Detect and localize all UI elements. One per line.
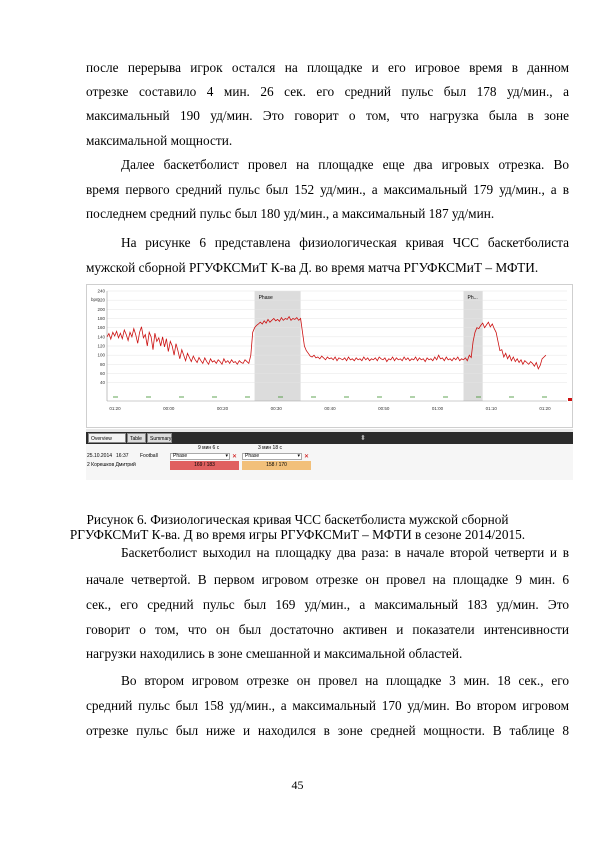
y-tick-label: 60 (99, 371, 105, 376)
figure-caption: РГУФКСМиТ К-ва. Д во время игры РГУФКСМиТ – МФТИ в сезоне 2014/2015. (69, 527, 526, 542)
text-line: нагрузки находились в зоне смешанной и максимальной областей. (86, 646, 463, 661)
duration-label-1: 9 мин 6 с (198, 445, 220, 451)
heart-rate-chart (86, 284, 573, 428)
y-tick-label: 80 (99, 361, 105, 367)
text-line: время первого средний пульс был 152 уд/мин., а максимальный 179 уд/мин., а в (86, 182, 569, 197)
text-line: На рисунке 6 представлена физиологическая кривая ЧСС баскетболиста (121, 235, 569, 250)
y-axis-unit: bpm (91, 297, 100, 302)
phase-label: Phase (258, 295, 273, 301)
chevron-down-icon: ▾ (225, 453, 228, 459)
text-line: Во втором игровом отрезке он провел на площадке 3 мин. 18 сек., его (121, 673, 569, 688)
x-tick-label: 01:20 (539, 406, 551, 411)
phase-label: Ph... (467, 295, 478, 301)
heart-rate-figure (86, 284, 573, 480)
x-tick-label: 01:10 (485, 406, 497, 411)
segment-1-hr-value: 169 / 183 (170, 461, 239, 470)
phase-select-1[interactable] (170, 453, 230, 460)
x-tick-label: 00:20 (216, 406, 229, 411)
x-tick-label: 00:00 (163, 406, 175, 411)
x-tick-label: 00:40 (324, 406, 336, 411)
phase-select-2-value: Phase (245, 453, 260, 459)
text-line: начале четвертой. В первом игровом отрезке он провел на площадке 9 мин. 6 (86, 572, 569, 587)
y-tick-label: 240 (97, 288, 105, 294)
text-line: мужской сборной РГУФКСМиТ К-ва Д. во время матча РГУФКСМиТ – МФТИ. (86, 260, 539, 275)
text-line: максимальный 190 уд/мин. Это говорит о том, что нагрузка была в зоне (86, 108, 569, 123)
close-icon[interactable]: ✕ (304, 453, 310, 460)
session-time: 16:37 (116, 453, 129, 459)
y-tick-label: 40 (99, 380, 105, 386)
phase-select-1-value: Phase (173, 453, 188, 459)
x-tick-label: 00:30 (270, 406, 282, 411)
tab-table[interactable]: Table (127, 433, 146, 443)
phase-select-2[interactable] (242, 453, 302, 460)
text-line: говорит о том, что он был достаточно активен и показатели интенсивности (86, 622, 569, 637)
summary-panel (86, 444, 573, 480)
segment-2-hr-value: 158 / 170 (242, 461, 311, 470)
heart-rate-chart-svg (87, 285, 574, 429)
text-line: максимальной мощности. (86, 133, 233, 148)
close-icon[interactable]: ✕ (232, 453, 238, 460)
x-tick-label: 01:20 (109, 406, 121, 411)
session-date: 25.10.2014 (87, 453, 113, 459)
text-line: Баскетболист выходил на площадку два раза: в начале второй четверти и в (121, 545, 569, 560)
y-tick-label: 120 (97, 343, 105, 349)
y-tick-label: 160 (97, 325, 105, 331)
y-tick-label: 140 (97, 334, 105, 340)
text-line: последнем средний пульс был 180 уд/мин., а максимальный 187 уд/мин. (86, 206, 495, 221)
series-end-marker (568, 398, 572, 401)
chevron-down-icon: ▾ (297, 453, 300, 459)
x-tick-label: 00:50 (378, 406, 390, 411)
y-tick-label: 100 (97, 352, 105, 358)
page-number: 45 (291, 778, 304, 792)
text-line: после перерыва игрок остался на площадке и его игровое время в данном (86, 60, 569, 75)
text-line: Далее баскетболист провел на площадке еще два игровых отрезка. Во (121, 157, 569, 172)
session-sport: Football (140, 453, 158, 459)
text-line: отрезке составило 4 мин. 26 сек. его средний пульс был 178 уд/мин., а (86, 84, 569, 99)
player-name: 2 Корешков Дмитрий (87, 462, 136, 468)
figure-caption: Рисунок 6. Физиологическая кривая ЧСС баскетболиста мужской сборной (86, 512, 509, 527)
text-line: средний пульс был 158 уд/мин., а максимальный 170 уд/мин. Во втором игровом (86, 698, 569, 713)
y-tick-label: 200 (97, 306, 105, 312)
duration-label-2: 3 мин 18 с (258, 445, 283, 451)
text-line: сек., его средний пульс был 169 уд/мин., а максимальный 183 уд/мин. Это (86, 597, 569, 612)
tab-summary[interactable]: Summary (147, 433, 172, 443)
text-line: отрезке пульс был ниже и находился в зоне средней мощности. В таблице 8 (86, 723, 569, 738)
y-tick-label: 180 (97, 316, 105, 321)
tab-bar (86, 432, 573, 444)
x-tick-label: 01:00 (431, 406, 444, 411)
collapse-icon[interactable]: ⬍ (360, 434, 366, 442)
y-tick-label: 220 (97, 297, 105, 303)
tab-overview-session[interactable]: Overview (88, 433, 126, 443)
